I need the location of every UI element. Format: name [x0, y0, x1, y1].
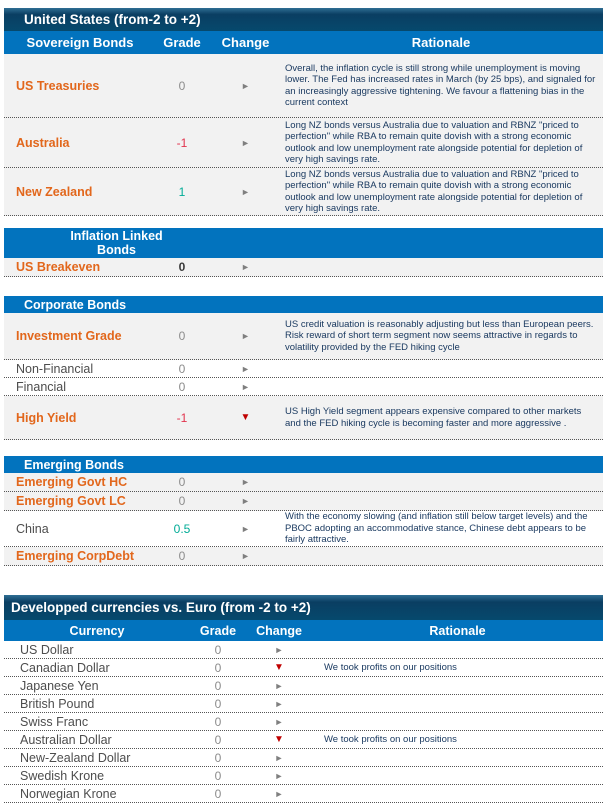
rationale-text: Long NZ bonds versus Australia due to valuation and RBNZ "priced to perfection" while RBA to remain quite dovish with a strong economic outlook and low unemployment rate alongside potential for depletion of very high savings rate. [285, 168, 583, 214]
right-arrow-icon: ► [241, 262, 250, 272]
change-cell [208, 54, 283, 117]
table-row-emerging-govt-lc [4, 492, 603, 511]
column-header-grade: Grade [199, 623, 237, 638]
change-cell [246, 659, 312, 676]
right-arrow-icon: ► [274, 752, 284, 763]
inflation-title-line2: Bonds [97, 243, 136, 257]
right-arrow-icon: ► [241, 186, 250, 197]
section-title-united-states: United States (from-2 to +2) [4, 8, 603, 31]
row-label: Non-Financial [16, 361, 94, 376]
change-cell [208, 547, 283, 565]
right-arrow-icon: ► [241, 551, 250, 561]
change-cell [246, 749, 312, 766]
right-arrow-icon: ► [241, 381, 250, 392]
table-row-swedish-krone [4, 767, 603, 785]
sovereign-column-header [4, 31, 603, 54]
table-row-investment-grade [4, 313, 603, 360]
change-cell [208, 492, 283, 510]
section-title-inflation-linked [4, 228, 603, 258]
row-label: New Zealand [16, 184, 93, 199]
table-row-us-breakeven [4, 258, 603, 277]
grade-value: 0 [214, 714, 222, 729]
table-row-high-yield [4, 396, 603, 440]
table-row-norwegian-krone [4, 785, 603, 803]
table-row-emerging-govt-hc [4, 473, 603, 492]
row-label: Japanese Yen [20, 678, 99, 693]
grade-value: 0 [178, 494, 186, 508]
right-arrow-icon: ► [274, 788, 284, 799]
table-row-australian-dollar [4, 731, 603, 749]
right-arrow-icon: ► [241, 363, 250, 374]
column-header-rationale: Rationale [429, 623, 486, 638]
row-label: US Treasuries [16, 78, 100, 93]
column-header-change: Change [221, 35, 270, 50]
change-cell [208, 360, 283, 377]
grade-value: 0 [178, 379, 186, 394]
rationale-text: With the economy slowing (and inflation still below target levels) and the PBOC adopting an accommodative stance, Chinese debt appears to be fairly attractive. [285, 511, 588, 546]
section-title-corporate-bonds: Corporate Bonds [4, 296, 603, 313]
table-row-china [4, 511, 603, 547]
grade-value: 0 [178, 78, 186, 93]
row-label: British Pound [20, 696, 95, 711]
grade-value: -1 [176, 410, 188, 425]
row-label: China [16, 521, 49, 536]
right-arrow-icon: ► [241, 523, 250, 534]
table-row-non-financial [4, 360, 603, 378]
right-arrow-icon: ► [274, 680, 284, 691]
row-label: Financial [16, 379, 67, 394]
grade-value: 0 [214, 696, 222, 711]
table-row-japanese-yen [4, 677, 603, 695]
rationale-text: US credit valuation is reasonably adjusting but less than European peers. Risk reward of short term segment now seems attractive in regards to volatility provided by the FED hiking cycle [285, 318, 594, 353]
rationale-text: Long NZ bonds versus Australia due to valuation and RBNZ "priced to perfection" while RBA to remain quite dovish with a strong economic outlook and low unemployment rate alongside potential for depletion of very high savings rate. [285, 119, 583, 165]
table-row-new-zealand-dollar [4, 749, 603, 767]
change-cell [208, 168, 283, 215]
table-row-new-zealand [4, 168, 603, 216]
table-row-financial [4, 378, 603, 396]
grade-value: 0 [214, 678, 222, 693]
change-cell [208, 118, 283, 167]
table-row-australia [4, 118, 603, 168]
row-label: Emerging CorpDebt [16, 549, 135, 563]
rationale-text: US High Yield segment appears expensive compared to other markets and the FED hiking cycle is becoming faster and more aggressive . [285, 406, 582, 429]
grade-value: 1 [178, 184, 186, 199]
down-arrow-icon: ▼ [274, 662, 284, 673]
row-label: US Breakeven [16, 260, 101, 274]
right-arrow-icon: ► [274, 770, 284, 781]
rationale-text: Overall, the inflation cycle is still strong while unemployment is moving lower. The Fed has increased rates in March (by 25 bps), and signaled for an increasingly aggressive tightening. We favour a flattening bias in the current context [285, 62, 596, 108]
row-label: Emerging Govt LC [16, 494, 126, 508]
down-arrow-icon: ▼ [240, 412, 251, 423]
grade-value: 0 [178, 329, 186, 343]
change-cell [246, 767, 312, 784]
right-arrow-icon: ► [241, 331, 250, 341]
change-cell [246, 695, 312, 712]
grade-value: 0 [214, 732, 222, 747]
row-label: Investment Grade [16, 329, 122, 343]
right-arrow-icon: ► [241, 80, 250, 91]
currency-column-header [4, 620, 603, 641]
rationale-text: We took profits on our positions [324, 661, 457, 673]
table-row-emerging-corpdebt [4, 547, 603, 566]
right-arrow-icon: ► [241, 137, 250, 148]
column-header-name: Sovereign Bonds [26, 35, 134, 50]
right-arrow-icon: ► [241, 477, 250, 487]
inflation-title-line1: Inflation Linked [70, 229, 163, 243]
row-label: Canadian Dollar [20, 660, 110, 675]
section-title-emerging-bonds: Emerging Bonds [4, 456, 603, 473]
change-cell [246, 785, 312, 802]
right-arrow-icon: ► [274, 716, 284, 727]
table-row-us-dollar [4, 641, 603, 659]
column-header-change: Change [256, 623, 302, 638]
table-row-swiss-franc [4, 713, 603, 731]
section-title-currencies: Developped currencies vs. Euro (from -2 to +2) [4, 595, 603, 620]
column-header-currency: Currency [69, 623, 125, 638]
down-arrow-icon: ▼ [274, 734, 284, 745]
row-label: Swedish Krone [20, 768, 105, 783]
column-header-grade: Grade [163, 35, 201, 50]
change-cell [208, 511, 283, 546]
row-label: Emerging Govt HC [16, 475, 128, 489]
grade-value: 0.5 [173, 521, 191, 536]
change-cell [246, 731, 312, 748]
table-row-canadian-dollar [4, 659, 603, 677]
change-cell [246, 641, 312, 658]
change-cell [208, 396, 283, 439]
grade-value: 0 [214, 642, 222, 657]
row-label: Australia [16, 135, 70, 150]
grade-value: -1 [176, 135, 188, 150]
table-row-british-pound [4, 695, 603, 713]
row-label: Swiss Franc [20, 714, 89, 729]
change-cell [208, 313, 283, 359]
column-header-rationale: Rationale [411, 35, 471, 50]
grade-value: 0 [178, 361, 186, 376]
row-label: High Yield [16, 410, 77, 425]
right-arrow-icon: ► [274, 698, 284, 709]
grade-value: 0 [214, 786, 222, 801]
row-label: New-Zealand Dollar [20, 750, 131, 765]
right-arrow-icon: ► [241, 496, 250, 506]
grade-value: 0 [214, 750, 222, 765]
change-cell [208, 473, 283, 491]
change-cell [208, 258, 283, 276]
rationale-text: We took profits on our positions [324, 733, 457, 745]
right-arrow-icon: ► [274, 644, 284, 655]
row-label: Australian Dollar [20, 732, 112, 747]
table-row-us-treasuries [4, 54, 603, 118]
grade-value: 0 [178, 260, 186, 274]
grade-value: 0 [214, 768, 222, 783]
row-label: Norwegian Krone [20, 786, 117, 801]
grade-value: 0 [178, 475, 186, 489]
grade-value: 0 [214, 660, 222, 675]
row-label: US Dollar [20, 642, 74, 657]
change-cell [246, 713, 312, 730]
grade-value: 0 [178, 549, 186, 563]
change-cell [208, 378, 283, 395]
inflation-title [4, 229, 229, 257]
change-cell [246, 677, 312, 694]
